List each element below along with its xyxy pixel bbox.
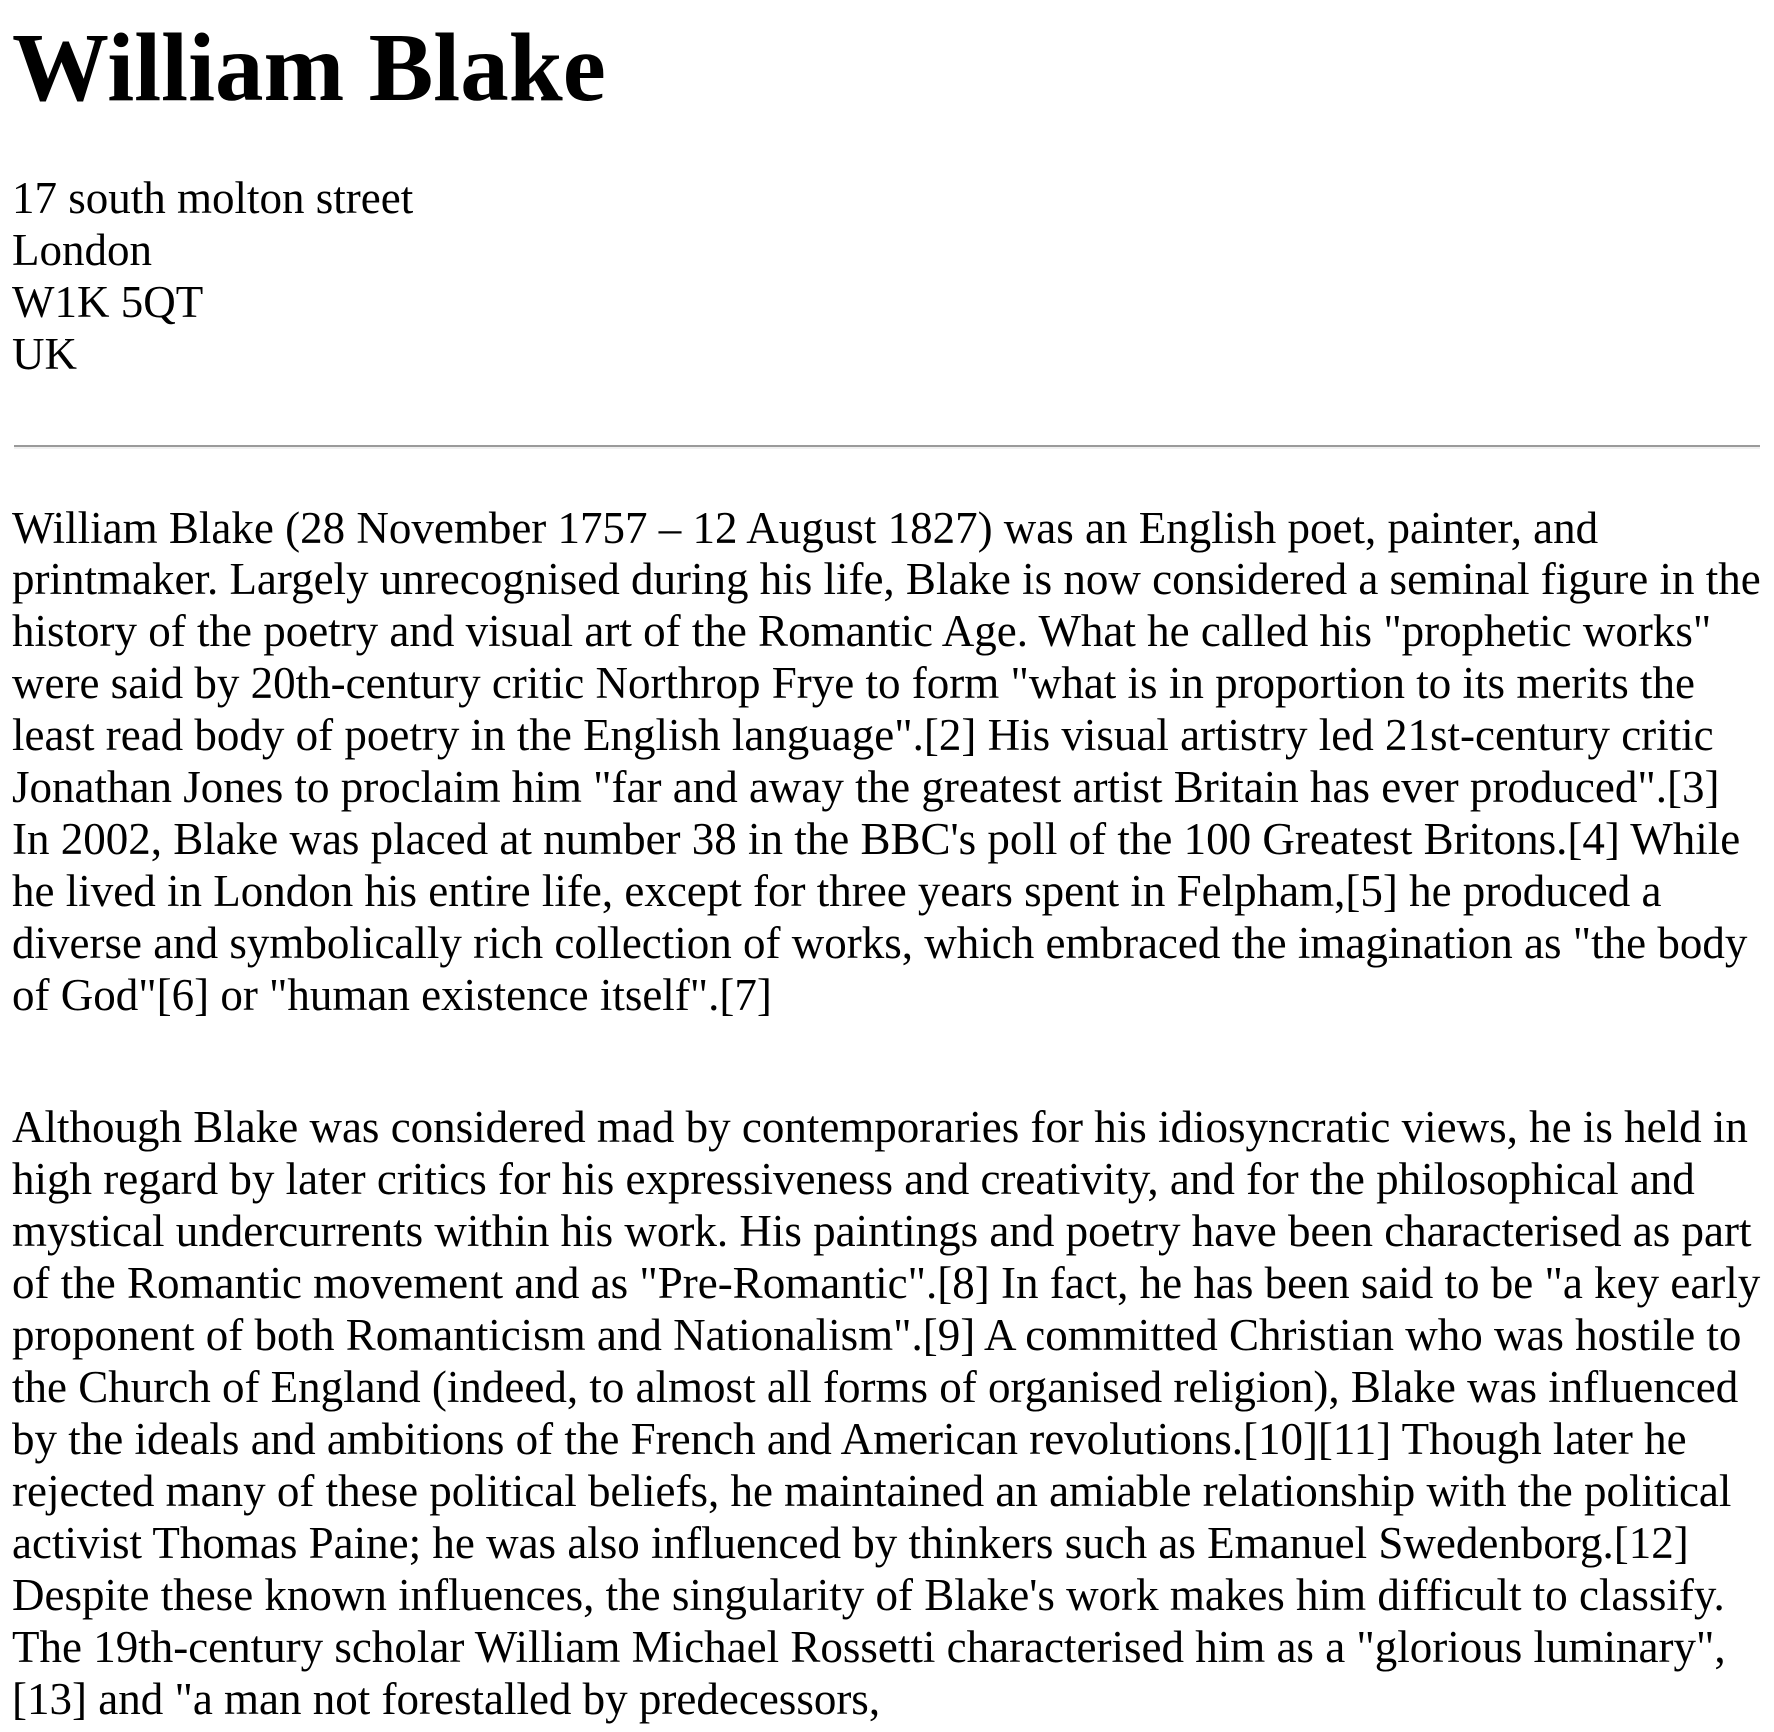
address-line-country: UK	[12, 328, 77, 379]
legacy-paragraph: Although Blake was considered mad by contemporaries for his idiosyncratic views, he is held in high regard by later critics for his expressiveness and creativity, and for the philosophical and mystical undercurrents within his work. His paintings and poetry have been characterised as part of the Romantic movement and as "Pre-Romantic".[8] In fact, he has been said to be "a key early proponent of both Romanticism and Nationalism".[9] A committed Christian who was hostile to the Church of England (indeed, to almost all forms of organised religion), Blake was influenced by the ideals and ambitions of the French and American revolutions.[10][11] Though later he rejected many of these political beliefs, he maintained an amiable relationship with the political activist Thomas Paine; he was also influenced by thinkers such as Emanuel Swedenborg.[12] Despite these known influences, the singularity of Blake's work makes him difficult to classify. The 19th-century scholar William Michael Rossetti characterised him as a "glorious luminary",[13] and "a man not forestalled by predecessors,	[12, 1102, 1761, 1724]
address-block	[12, 173, 1762, 381]
intro-paragraph: William Blake (28 November 1757 – 12 August 1827) was an English poet, painter, and printmaker. Largely unrecognised during his life, Blake is now considered a seminal figure in the history of the poetry and visual art of the Romantic Age. What he called his "prophetic works" were said by 20th-century critic Northrop Frye to form "what is in proportion to its merits the least read body of poetry in the English language".[2] His visual artistry led 21st-century critic Jonathan Jones to proclaim him "far and away the greatest artist Britain has ever produced".[3] In 2002, Blake was placed at number 38 in the BBC's poll of the 100 Greatest Britons.[4] While he lived in London his entire life, except for three years spent in Felpham,[5] he produced a diverse and symbolically rich collection of works, which embraced the imagination as "the body of God"[6] or "human existence itself".[7]	[12, 502, 1761, 1021]
page-title: William Blake	[12, 14, 606, 121]
horizontal-rule	[14, 445, 1760, 449]
address-line-postcode: W1K 5QT	[12, 276, 204, 327]
address-line-street: 17 south molton street	[12, 172, 414, 223]
address-line-city: London	[12, 224, 152, 275]
